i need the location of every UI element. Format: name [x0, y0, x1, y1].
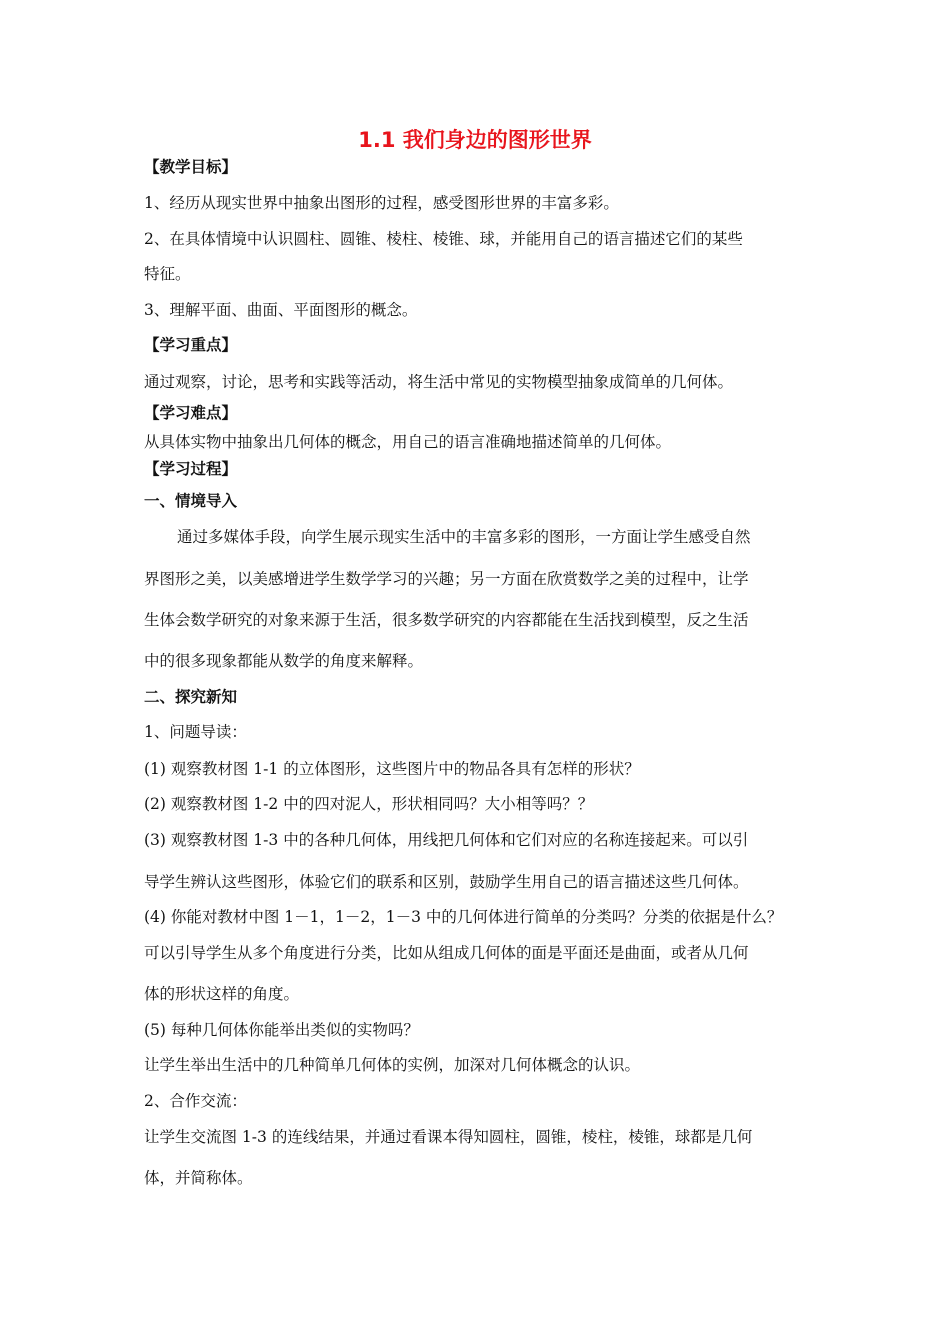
section2-line: 让学生交流图 1-3 的连线结果，并通过看课本得知圆柱，圆锥，棱柱，棱锥，球都是几何 — [144, 1128, 753, 1146]
section2-line: 体的形状这样的角度。 — [144, 985, 300, 1003]
section2-line: (5) 每种几何体你能举出类似的实物吗？ — [144, 1021, 419, 1039]
paragraph-line: 中的很多现象都能从数学的角度来解释。 — [144, 652, 424, 670]
objective-line: 特征。 — [144, 265, 191, 283]
section2-line: 2、合作交流： — [144, 1092, 247, 1110]
paragraph-line: 界图形之美，以美感增进学生数学学习的兴趣；另一方面在欣赏数学之美的过程中，让学 — [144, 570, 749, 588]
key-points-text: 通过观察，讨论，思考和实践等活动，将生活中常见的实物模型抽象成简单的几何体。 — [144, 373, 734, 391]
section2-line: (3) 观察教材图 1-3 中的各种几何体，用线把几何体和它们对应的名称连接起来。可以引 — [144, 831, 749, 849]
section2-line: (2) 观察教材图 1-2 中的四对泥人，形状相同吗？大小相等吗？？ — [144, 795, 594, 813]
objective-line: 3、理解平面、曲面、平面图形的概念。 — [144, 301, 418, 319]
key-points-heading: 【学习重点】 — [144, 336, 238, 354]
document-title: 1.1 我们身边的图形世界 — [358, 128, 592, 152]
process-heading: 【学习过程】 — [144, 460, 238, 478]
objective-line: 2、在具体情境中认识圆柱、圆锥、棱柱、棱锥、球，并能用自己的语言描述它们的某些 — [144, 230, 743, 248]
section2-heading: 二、探究新知 — [144, 688, 238, 706]
paragraph-line: 通过多媒体手段，向学生展示现实生活中的丰富多彩的图形，一方面让学生感受自然 — [177, 528, 751, 546]
section1-heading: 一、情境导入 — [144, 492, 238, 510]
section2-line: (1) 观察教材图 1-1 的立体图形，这些图片中的物品各具有怎样的形状？ — [144, 760, 640, 778]
section2-line: (4) 你能对教材中图 1－1，1－2，1－3 中的几何体进行简单的分类吗？分类的依据是什么？ — [144, 908, 783, 926]
objectives-heading: 【教学目标】 — [144, 158, 238, 176]
paragraph-line: 生体会数学研究的对象来源于生活，很多数学研究的内容都能在生活找到模型，反之生活 — [144, 611, 749, 629]
section2-line: 体，并简称体。 — [144, 1169, 253, 1187]
difficulty-text: 从具体实物中抽象出几何体的概念，用自己的语言准确地描述简单的几何体。 — [144, 433, 672, 451]
section2-line: 让学生举出生活中的几种简单几何体的实例，加深对几何体概念的认识。 — [144, 1056, 641, 1074]
section2-line: 可以引导学生从多个角度进行分类，比如从组成几何体的面是平面还是曲面，或者从几何 — [144, 944, 749, 962]
section2-line: 导学生辨认这些图形，体验它们的联系和区别，鼓励学生用自己的语言描述这些几何体。 — [144, 873, 749, 891]
objective-line: 1、经历从现实世界中抽象出图形的过程，感受图形世界的丰富多彩。 — [144, 194, 619, 212]
section2-line: 1、问题导读： — [144, 723, 247, 741]
difficulty-heading: 【学习难点】 — [144, 404, 238, 422]
